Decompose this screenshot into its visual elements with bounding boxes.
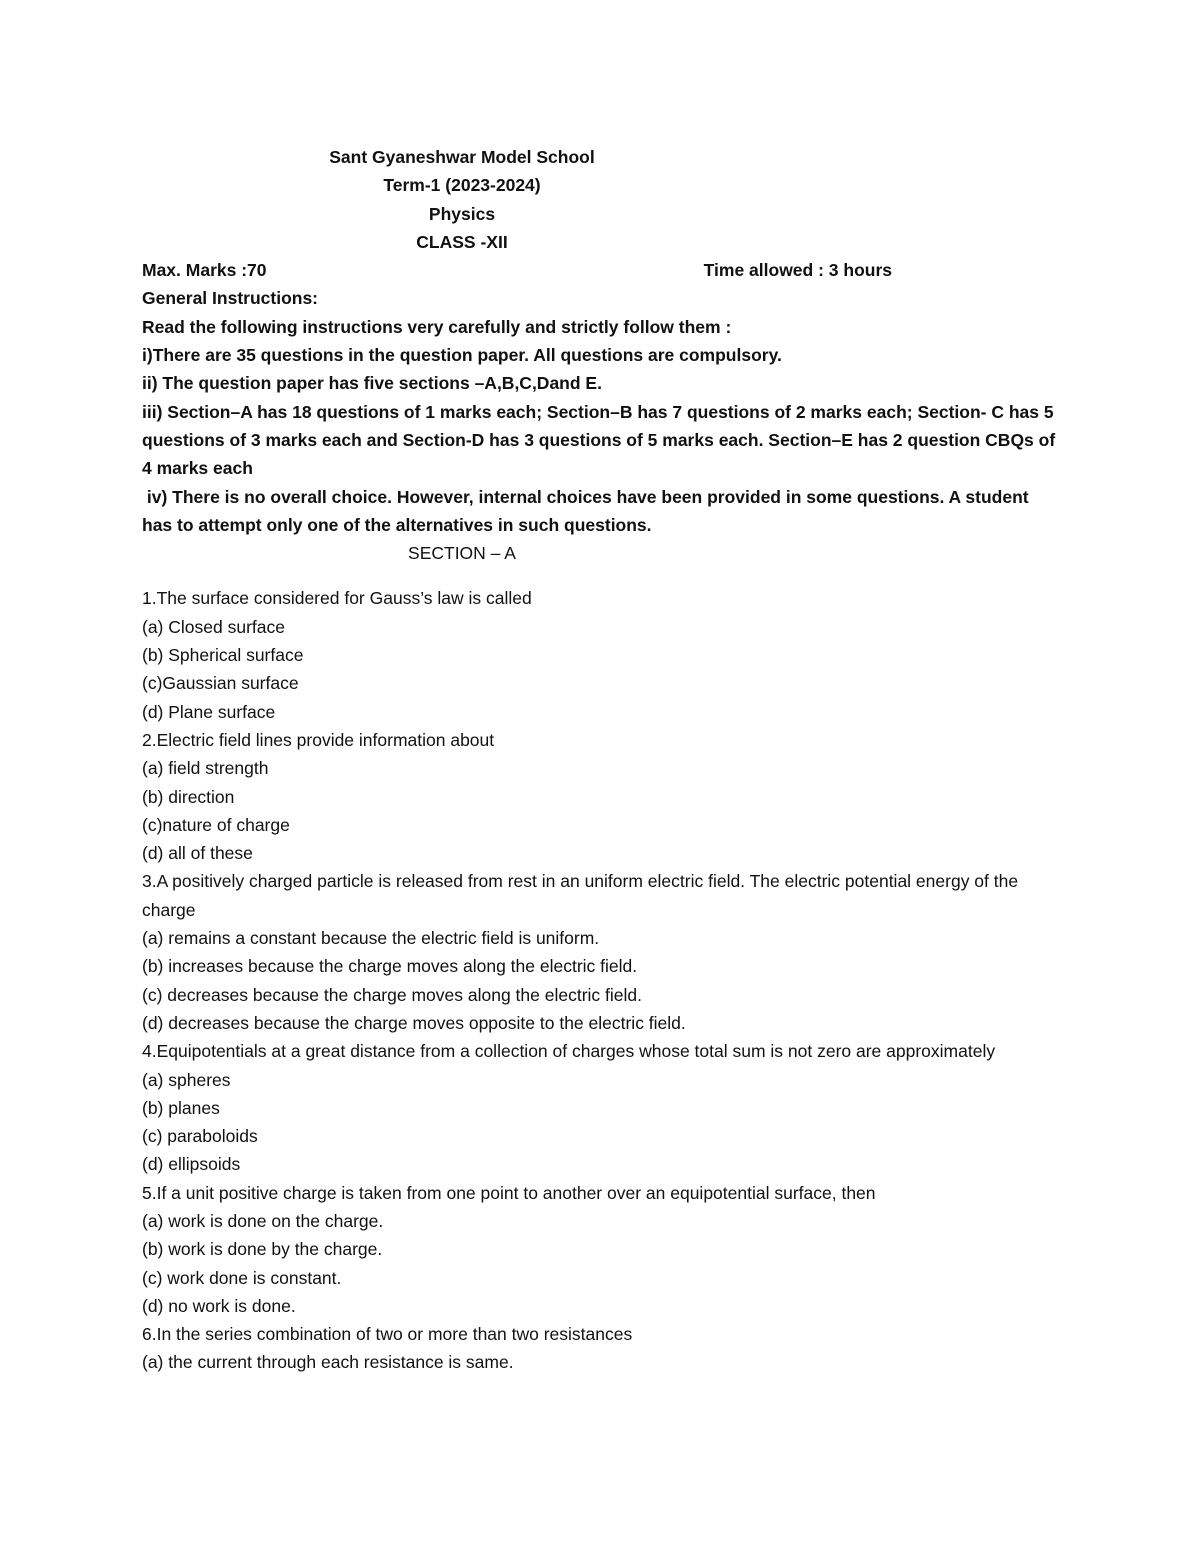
marks-time-row — [142, 256, 892, 284]
answer-option: (d) no work is done. — [142, 1295, 296, 1316]
question-text: 1.The surface considered for Gauss’s law is called — [142, 588, 532, 609]
question-text: 4.Equipotentials at a great distance from a collection of charges whose total sum is not zero are approximately — [142, 1041, 996, 1062]
answer-option: (a) Closed surface — [142, 616, 285, 637]
question-text: 6.In the series combination of two or more than two resistances — [142, 1324, 633, 1345]
instructions-intro: Read the following instructions very carefully and strictly follow them : — [142, 316, 732, 337]
answer-option: (c)Gaussian surface — [142, 673, 299, 694]
answer-option: (b) work is done by the charge. — [142, 1239, 383, 1260]
answer-option: (d) decreases because the charge moves opposite to the electric field. — [142, 1012, 686, 1033]
section-title: SECTION – A — [408, 543, 516, 564]
answer-option: (b) direction — [142, 786, 235, 807]
instruction-item: ii) The question paper has five sections –A,B,C,Dand E. — [142, 373, 602, 394]
answer-option: (c) work done is constant. — [142, 1267, 342, 1288]
class-label: CLASS -XII — [416, 231, 508, 252]
question-text: 2.Electric field lines provide information about — [142, 729, 495, 750]
question-text: 3.A positively charged particle is released from rest in an uniform electric field. The electric potential energy of the charge — [142, 871, 1019, 920]
answer-option: (d) ellipsoids — [142, 1154, 241, 1175]
answer-option: (c) decreases because the charge moves along the electric field. — [142, 984, 642, 1005]
school-name: Sant Gyaneshwar Model School — [329, 147, 595, 167]
answer-option: (c) paraboloids — [142, 1126, 258, 1147]
max-marks: Max. Marks :70 — [142, 260, 267, 281]
answer-option: (a) spheres — [142, 1069, 231, 1090]
answer-option: (a) the current through each resistance is same. — [142, 1352, 514, 1373]
instruction-item: iv) There is no overall choice. However, internal choices have been provided in some questions. A student has to attempt only one of the alternatives in such questions. — [142, 486, 1034, 535]
subject: Physics — [428, 203, 496, 224]
answer-option: (a) work is done on the charge. — [142, 1210, 384, 1231]
section-gap — [142, 567, 1062, 584]
time-allowed: Time allowed : 3 hours — [703, 260, 892, 281]
question-list — [142, 584, 1062, 1376]
answer-option: (d) Plane surface — [142, 701, 276, 722]
instruction-item: iii) Section–A has 18 questions of 1 marks each; Section–B has 7 questions of 2 marks each; Section- C has 5 questions of 3 marks each and Section-D has 3 questions of 5 marks each. Section–E has 2 question CBQs of 4 marks each — [142, 401, 1056, 479]
answer-option: (b) planes — [142, 1097, 220, 1118]
answer-option: (d) all of these — [142, 843, 253, 864]
question-text: 5.If a unit positive charge is taken from one point to another over an equipotential surface, then — [142, 1182, 876, 1203]
term: Term-1 (2023-2024) — [383, 175, 541, 196]
instructions-heading: General Instructions: — [142, 288, 319, 309]
answer-option: (a) remains a constant because the electric field is uniform. — [142, 928, 600, 949]
answer-option: (b) Spherical surface — [142, 645, 304, 666]
answer-option: (c)nature of charge — [142, 814, 290, 835]
answer-option: (b) increases because the charge moves along the electric field. — [142, 956, 638, 977]
instruction-item: i)There are 35 questions in the question paper. All questions are compulsory. — [142, 345, 782, 366]
document-content — [142, 143, 1062, 1377]
answer-option: (a) field strength — [142, 758, 269, 779]
